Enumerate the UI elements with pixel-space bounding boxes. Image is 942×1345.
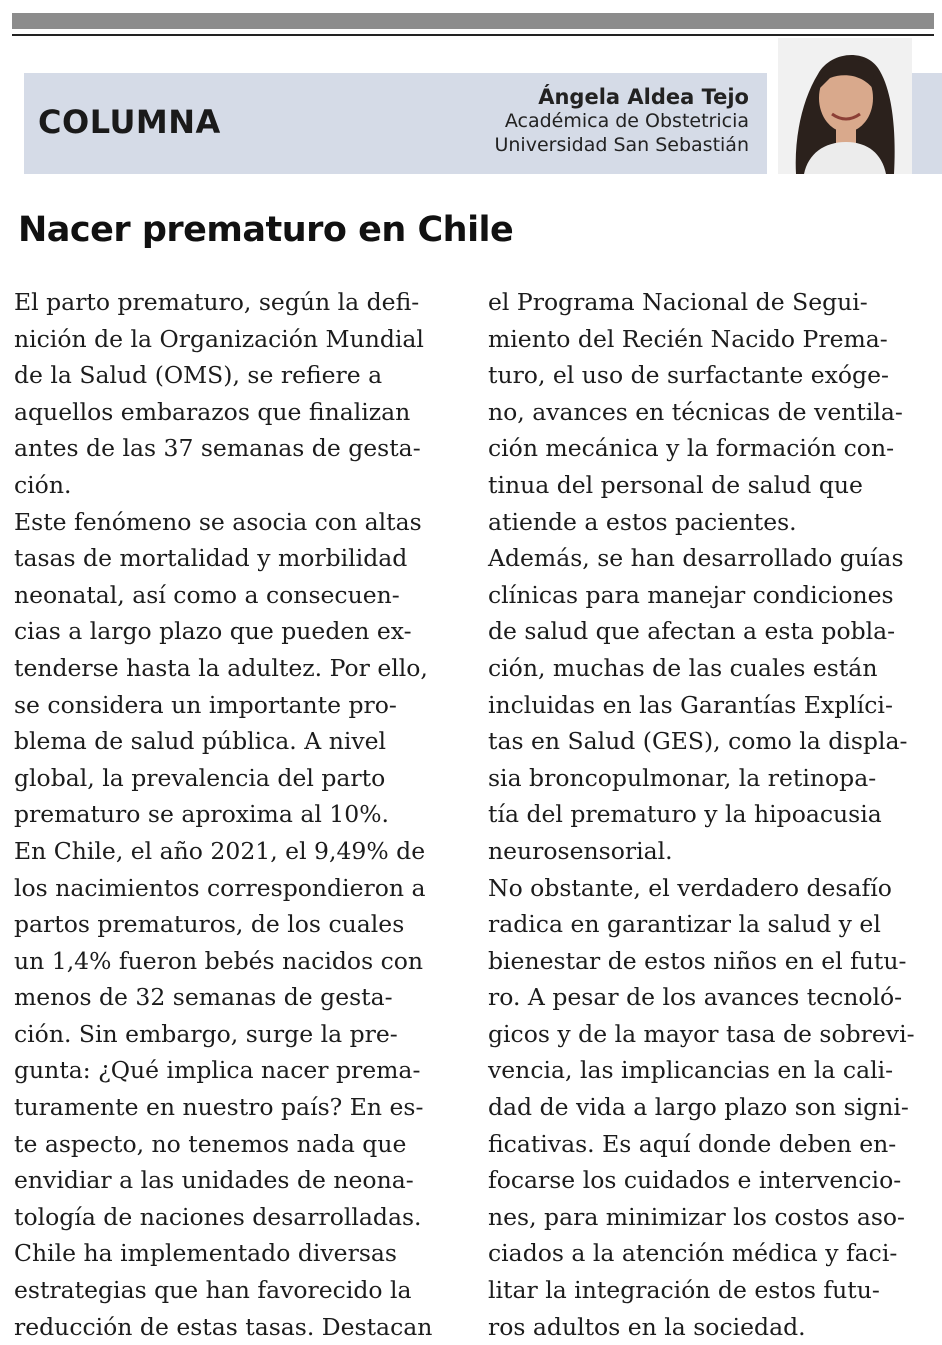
article-line: cias a largo plazo que pueden ex- bbox=[14, 617, 412, 646]
article-line: litar la integración de estos futu- bbox=[488, 1276, 880, 1305]
article-headline: Nacer prematuro en Chile bbox=[18, 210, 514, 250]
article-line: El parto prematuro, según la defi- bbox=[14, 288, 420, 316]
article-column-1 bbox=[14, 284, 454, 1345]
article-line: ficativas. Es aquí donde deben en- bbox=[488, 1129, 897, 1158]
article-line: vencia, las implicancias en la cali- bbox=[488, 1056, 894, 1085]
article-line: no, avances en técnicas de ventila- bbox=[488, 397, 903, 426]
article-line: te aspecto, no tenemos nada que bbox=[14, 1129, 407, 1158]
article-line: se considera un importante pro- bbox=[14, 690, 397, 719]
article-line: estrategias que han favorecido la bbox=[14, 1276, 412, 1305]
article-line: bienestar de estos niños en el futu- bbox=[488, 946, 907, 975]
article-line: menos de 32 semanas de gesta- bbox=[14, 983, 393, 1012]
article-line: un 1,4% fueron bebés nacidos con bbox=[14, 946, 424, 975]
article-line: dad de vida a largo plazo son signi- bbox=[488, 1093, 909, 1122]
article-line: No obstante, el verdadero desafío bbox=[488, 873, 892, 902]
article-line: miento del Recién Nacido Prema- bbox=[488, 324, 888, 353]
article-line: incluidas en las Garantías Explíci- bbox=[488, 690, 893, 719]
author-affiliation: Universidad San Sebastián bbox=[494, 134, 749, 156]
article-line: neurosensorial. bbox=[488, 836, 673, 865]
article-line: nición de la Organización Mundial bbox=[14, 324, 424, 353]
author-portrait-icon bbox=[778, 38, 912, 174]
article-line: clínicas para manejar condiciones bbox=[488, 580, 894, 609]
article-line: neonatal, así como a consecuen- bbox=[14, 580, 400, 609]
author-photo bbox=[778, 38, 912, 174]
article-line: ciados a la atención médica y faci- bbox=[488, 1239, 898, 1268]
article-line: gicos y de la mayor tasa de sobrevi- bbox=[488, 1019, 915, 1048]
article-line: ción, muchas de las cuales están bbox=[488, 653, 878, 682]
article-line: ción. bbox=[14, 470, 72, 499]
top-decorative-band bbox=[12, 13, 934, 29]
article-line: Además, se han desarrollado guías bbox=[488, 544, 904, 573]
top-rule bbox=[12, 34, 934, 36]
article-line: tía del prematuro y la hipoacusia bbox=[488, 800, 882, 829]
article-line: prematuro se aproxima al 10%. bbox=[14, 800, 390, 829]
article-line: reducción de estas tasas. Destacan bbox=[14, 1312, 433, 1341]
article-line: el Programa Nacional de Segui- bbox=[488, 288, 868, 316]
article-line: atiende a estos pacientes. bbox=[488, 507, 797, 536]
article-line: global, la prevalencia del parto bbox=[14, 763, 386, 792]
article-line: sia broncopulmonar, la retinopa- bbox=[488, 763, 877, 792]
article-line: tasas de mortalidad y morbilidad bbox=[14, 544, 408, 573]
article-line: radica en garantizar la salud y el bbox=[488, 910, 881, 939]
section-label: COLUMNA bbox=[38, 103, 221, 141]
article-line: Chile ha implementado diversas bbox=[14, 1239, 397, 1268]
article-line: ros adultos en la sociedad. bbox=[488, 1312, 806, 1341]
article-line: focarse los cuidados e intervencio- bbox=[488, 1166, 902, 1195]
article-line: turo, el uso de surfactante exóge- bbox=[488, 361, 889, 390]
article-line: antes de las 37 semanas de gesta- bbox=[14, 434, 421, 463]
article-line: tenderse hasta la adultez. Por ello, bbox=[14, 653, 428, 682]
article-line: los nacimientos correspondieron a bbox=[14, 873, 426, 902]
author-role: Académica de Obstetricia bbox=[504, 110, 749, 132]
article-line: ción mecánica y la formación con- bbox=[488, 434, 895, 463]
article-line: de la Salud (OMS), se refiere a bbox=[14, 361, 383, 390]
article-line: ción. Sin embargo, surge la pre- bbox=[14, 1019, 398, 1048]
article-line: nes, para minimizar los costos aso- bbox=[488, 1202, 905, 1231]
article-line: gunta: ¿Qué implica nacer prema- bbox=[14, 1056, 421, 1085]
article-line: aquellos embarazos que finalizan bbox=[14, 397, 411, 426]
article-column-2 bbox=[488, 284, 928, 1345]
column-header bbox=[24, 73, 767, 174]
author-byline bbox=[494, 85, 749, 157]
article-line: tología de naciones desarrolladas. bbox=[14, 1202, 422, 1231]
article-line: turamente en nuestro país? En es- bbox=[14, 1093, 424, 1122]
author-name: Ángela Aldea Tejo bbox=[538, 85, 749, 109]
article-line: ro. A pesar de los avances tecnoló- bbox=[488, 983, 903, 1012]
header-strip bbox=[912, 73, 942, 174]
article-line: En Chile, el año 2021, el 9,49% de bbox=[14, 836, 426, 865]
article-line: de salud que afectan a esta pobla- bbox=[488, 617, 896, 646]
article-line: Este fenómeno se asocia con altas bbox=[14, 507, 422, 536]
article-line: tinua del personal de salud que bbox=[488, 470, 863, 499]
article-line: tas en Salud (GES), como la displa- bbox=[488, 727, 908, 756]
article-line: partos prematuros, de los cuales bbox=[14, 910, 405, 939]
article-line: envidiar a las unidades de neona- bbox=[14, 1166, 414, 1195]
article-line: blema de salud pública. A nivel bbox=[14, 727, 387, 756]
